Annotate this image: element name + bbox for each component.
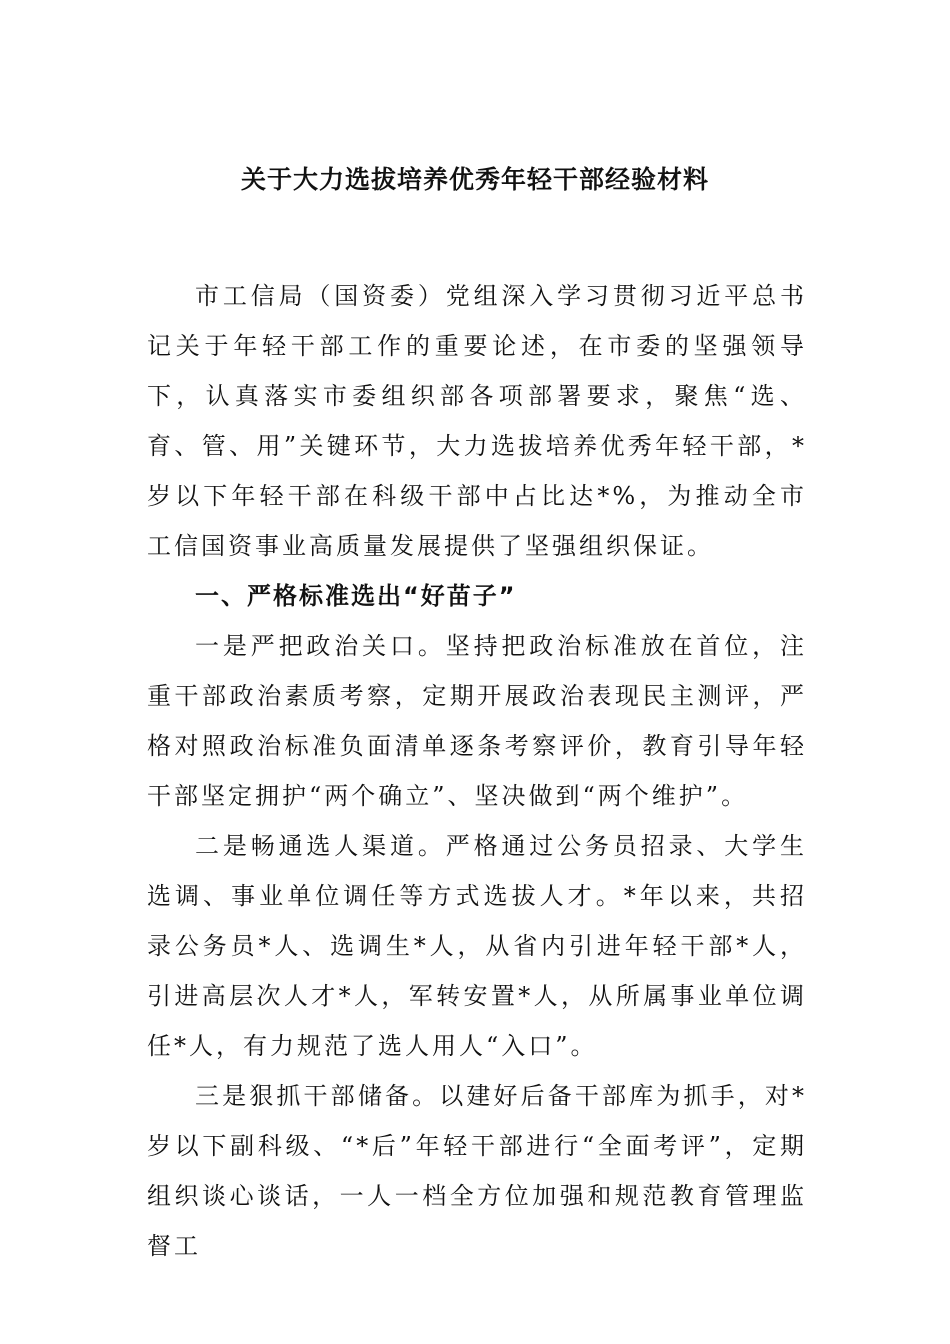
- paragraph-political-standard: 一是严把政治关口。坚持把政治标准放在首位，注重干部政治素质考察，定期开展政治表现民主测评，严格对照政治标准负面清单逐条考察评价，教育引导年轻干部坚定拥护“两个确立”、坚决做到“两个维护”。: [147, 632, 807, 810]
- section-heading: 一、严格标准选出“好苗子”: [195, 582, 517, 610]
- paragraph-cadre-reserve: 三是狠抓干部储备。以建好后备干部库为抓手，对*岁以下副科级、“*后”年轻干部进行“全面考评”，定期组织谈心谈话，一人一档全方位加强和规范教育管理监督工: [147, 1082, 807, 1260]
- document-title: 关于大力选拔培养优秀年轻干部经验材料: [240, 165, 709, 194]
- document-body: [147, 271, 807, 1271]
- intro-paragraph: 市工信局（国资委）党组深入学习贯彻习近平总书记关于年轻干部工作的重要论述，在市委的坚强领导下，认真落实市委组织部各项部署要求，聚焦“选、育、管、用”关键环节，大力选拔培养优秀年轻干部，*岁以下年轻干部在科级干部中占比达*%，为推动全市工信国资事业高质量发展提供了坚强组织保证。: [147, 282, 807, 560]
- paragraph-selection-channels: 二是畅通选人渠道。严格通过公务员招录、大学生选调、事业单位调任等方式选拔人才。*年以来，共招录公务员*人、选调生*人，从省内引进年轻干部*人，引进高层次人才*人，军转安置*人，从所属事业单位调任*人，有力规范了选人用人“入口”。: [147, 832, 807, 1060]
